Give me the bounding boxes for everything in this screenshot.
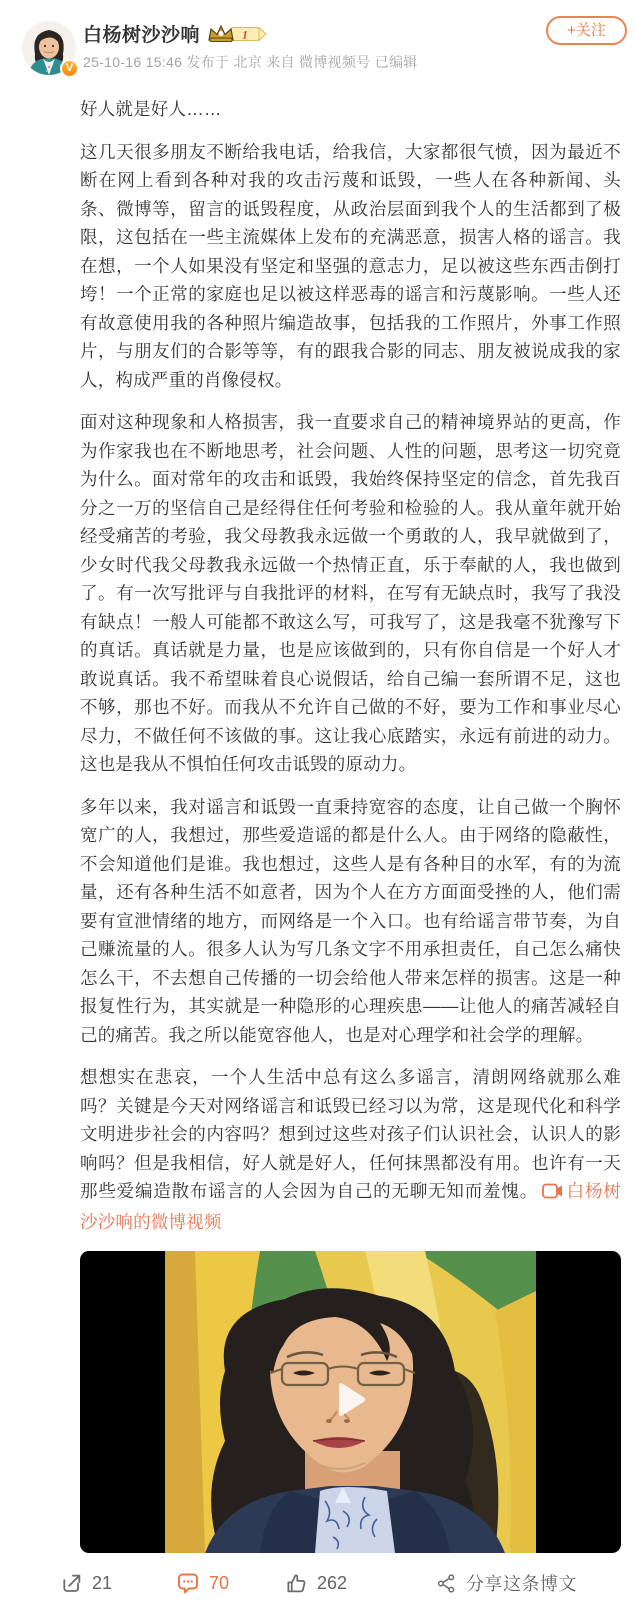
play-icon: [334, 1381, 368, 1424]
repost-count: 21: [92, 1572, 113, 1593]
thumbs-up-icon: [285, 1572, 308, 1595]
post-paragraph-text: 想想实在悲哀，一个人生活中总有这么多谣言，清朗网络就那么难吗？关键是今天对网络谣言和诋毁已经习以为常，这是现代化和科学文明进步社会的内容吗？想到过这些对孩子们认识社会，认识人的影响吗？但是我相信，好人就是好人，任何抹黑都没有用。也许有一天那些爱编造散布谣言的人会因为自己的无聊无知而羞愧。: [80, 1067, 621, 1201]
video-thumbnail[interactable]: [80, 1251, 621, 1553]
like-button[interactable]: [285, 1562, 347, 1604]
post-paragraph: 这几天很多朋友不断给我电话，给我信，大家都很气愤，因为最近不断在网上看到各种对我的攻击污蔑和诋毁，一些人在各种新闻、头条、微博等，留言的诋毁程度，从政治层面到我个人的生活都到了极限，这包括在一些主流媒体上发布的充满恶意，损害人格的谣言。我在想，一个人如果没有坚定和坚强的意志力，足以被这些东西击倒打垮！一个正常的家庭也足以被这样恶毒的谣言和污蔑影响。一些人还有故意使用我的各种照片编造故事，包括我的工作照片，外事工作照片，与朋友们的合影等等，有的跟我合影的同志、朋友被说成我的家人，构成严重的肖像侵权。: [80, 141, 621, 390]
comment-count: 70: [209, 1572, 230, 1593]
post-paragraph: 好人就是好人……: [80, 99, 222, 119]
repost-button[interactable]: [60, 1562, 112, 1604]
post-timestamp: 25-10-16 15:46 发布于 北京 来自 微博视频号 已编辑: [83, 54, 418, 70]
verified-v-icon: V: [60, 59, 79, 78]
comment-icon: [176, 1571, 200, 1595]
repost-icon: [60, 1572, 83, 1595]
like-count: 262: [317, 1572, 348, 1593]
comment-button[interactable]: [176, 1562, 229, 1604]
vip-crown-icon[interactable]: [206, 23, 268, 45]
video-link-label: 白杨树沙沙响的微博视频: [80, 1181, 621, 1232]
share-post-label: 分享这条博文: [466, 1574, 577, 1594]
crown-level-badge-graphic: [206, 23, 268, 45]
avatar[interactable]: [22, 21, 76, 75]
action-bar: [0, 1562, 636, 1604]
follow-button[interactable]: +关注: [546, 16, 627, 45]
post-content: [80, 95, 621, 1553]
username[interactable]: 白杨树沙沙响: [83, 25, 201, 46]
svg-text:1: 1: [242, 27, 249, 41]
video-camera-icon: [542, 1179, 563, 1208]
share-nodes-icon: [436, 1573, 457, 1594]
post-paragraph: 多年以来，我对谣言和诋毁一直秉持宽容的态度，让自己做一个胸怀宽广的人，我想过，那些爱造谣的都是什么人。由于网络的隐蔽性，不会知道他们是谁。我也想过，这些人是有各种目的水军，有的为流量，还有各种生活不如意者，因为个人在方方面面受挫的人，他们需要有宣泄情绪的地方，而网络是一个入口。也有给谣言带节奏，为自己赚流量的人。很多人认为写几条文字不用承担责任，自己怎么痛快怎么干，不去想自己传播的一切会给他人带来怎样的损害。这是一种报复性行为，其实就是一种隐形的心理疾患——让他人的痛苦减轻自己的痛苦。我之所以能宽容他人，也是对心理学和社会学的理解。: [80, 796, 621, 1045]
post-paragraph: 面对这种现象和人格损害，我一直要求自己的精神境界站的更高，作为作家我也在不断地思考，社会问题、人性的问题，思考这一切究竟为什么。面对常年的攻击和诋毁，我始终保持坚定的信念，首先我百分之一万的坚信自己是经得住任何考验和检验的人。我从童年就开始经受痛苦的考验，我父母教我永远做一个勇敢的人，我早就做到了，少女时代我父母教我永远做一个热情正直，乐于奉献的人，我也做到了。有一次写批评与自我批评的材料，在写有无缺点时，我写了我没有缺点！一般人可能都不敢这么写，可我写了，这是我毫不犹豫写下的真话。真话就是力量，也是应该做到的，只有你自信是一个好人才敢说真话。我不希望昧着良心说假话，给自己编一套所谓不足，这也不够，那也不好。而我从不允许自己做的不好，要为工作和事业尽心尽力，不做任何不该做的事。这让我心底踏实，永远有前进的动力。这也是我从不惧怕任何攻击诋毁的原动力。: [80, 412, 621, 774]
post-paragraph: [80, 1063, 621, 1236]
share-post-button[interactable]: [436, 1562, 577, 1604]
